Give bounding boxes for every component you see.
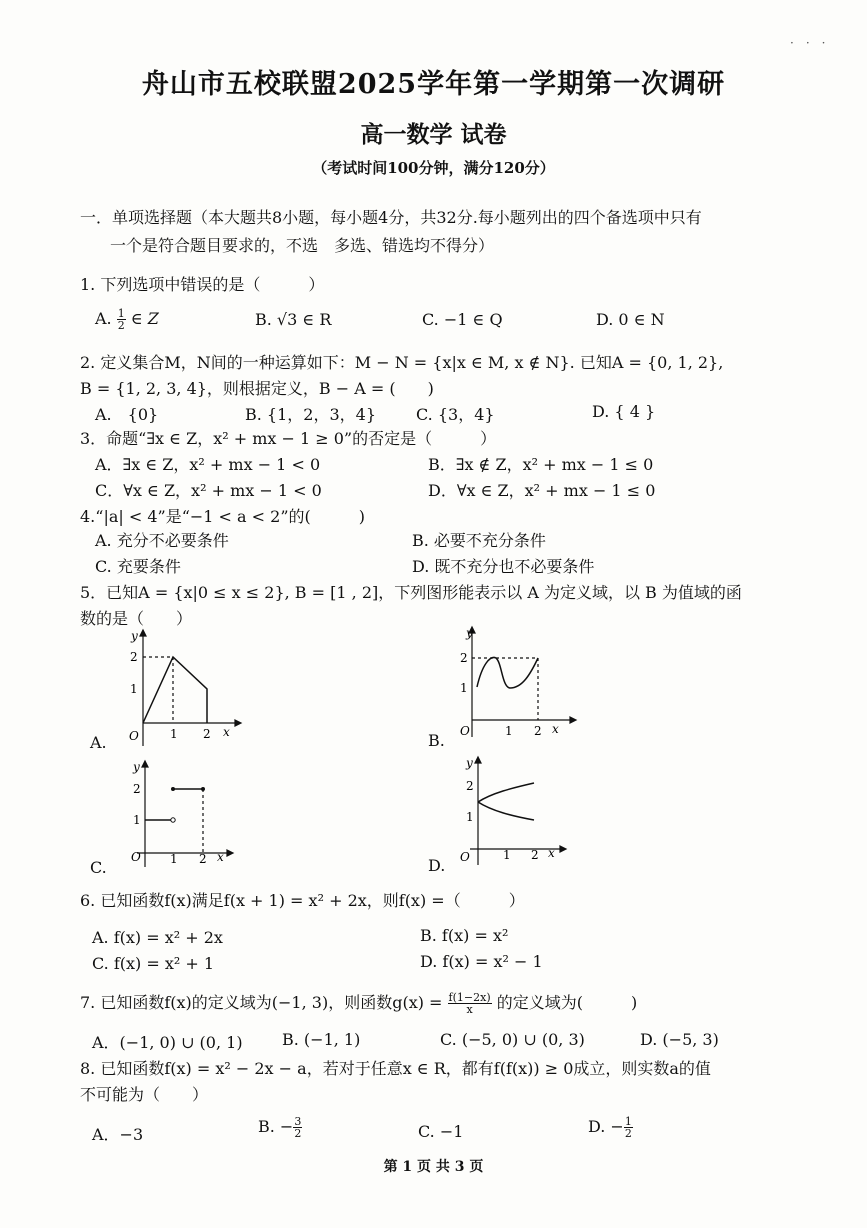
q1-option-a <box>95 308 159 331</box>
q8-b-fraction <box>293 1116 302 1139</box>
q2-option-d: D. { 4 } <box>592 402 656 421</box>
svg-text:2: 2 <box>460 651 468 665</box>
q3-option-b: B．∃x ∉ Z，x² + mx − 1 ≤ 0 <box>428 455 654 474</box>
q8-b-den: 2 <box>294 1127 302 1140</box>
svg-text:2: 2 <box>531 848 539 862</box>
svg-text:1: 1 <box>170 727 178 741</box>
svg-text:2: 2 <box>199 852 207 866</box>
svg-text:x: x <box>552 722 559 736</box>
svg-text:2: 2 <box>203 727 211 741</box>
q8-b-label: B. − <box>258 1117 294 1136</box>
q5-label-d: D. <box>428 856 446 875</box>
svg-text:1: 1 <box>170 852 178 866</box>
q2-option-a: A. {0} <box>95 405 159 424</box>
q2-line1: 2. 定义集合M，N间的一种运算如下：M − N = {x|x ∈ M, x ∉ N}. 已知A = {0, 1, 2}, <box>80 353 724 372</box>
q5-line2: 数的是（ ） <box>80 609 193 628</box>
q5-label-b: B. <box>428 731 445 750</box>
exam-subtitle: 高一数学 试卷 <box>360 121 507 148</box>
q6-option-c: C. f(x) = x² + 1 <box>92 954 215 973</box>
q5-line1: 5．已知A = {x|0 ≤ x ≤ 2}, B = [1 , 2]，下列图形能表示以 A 为定义域，以 B 为值域的函 <box>80 583 742 602</box>
section-heading-line1: 一．单项选择题（本大题共8小题，每小题4分，共32分.每小题列出的四个备选项中只有 <box>80 208 702 227</box>
q1-option-b: B. √3 ∈ R <box>255 310 332 329</box>
q4-option-d: D. 既不充分也不必要条件 <box>412 557 595 576</box>
q4-option-c: C. 充要条件 <box>95 557 181 576</box>
q4-option-a: A. 充分不必要条件 <box>95 531 229 550</box>
q8-line1: 8. 已知函数f(x) = x² − 2x − a，若对于任意x ∈ R，都有f(f(x)) ≥ 0成立，则实数a的值 <box>80 1059 711 1078</box>
q8-b-num: 3 <box>294 1115 302 1128</box>
q1-a-den: 2 <box>117 319 125 332</box>
q7-frac-den: x <box>466 1003 473 1016</box>
q8-d-num: 1 <box>624 1115 632 1128</box>
q8-d-fraction <box>624 1116 633 1139</box>
svg-text:2: 2 <box>534 724 542 738</box>
q1-a-fraction <box>117 308 126 331</box>
q8-option-b <box>258 1116 302 1139</box>
q1-a-label: A. <box>95 309 112 328</box>
q5-label-a: A. <box>90 733 107 752</box>
svg-text:2: 2 <box>133 782 141 796</box>
svg-text:1: 1 <box>505 724 513 738</box>
q8-d-label: D. − <box>588 1117 624 1136</box>
q3-stem: 3．命题“∃x ∈ Z，x² + mx − 1 ≥ 0”的否定是（ ） <box>80 429 497 448</box>
q1-a-expr: ∈ Z <box>130 309 159 328</box>
q4-stem: 4.“|a| < 4”是“−1 < a < 2”的( ) <box>80 507 366 526</box>
svg-text:x: x <box>548 846 555 860</box>
page-footer: 第 1 页 共 3 页 <box>383 1159 484 1175</box>
svg-text:y: y <box>133 760 140 774</box>
q1-option-d: D. 0 ∈ N <box>596 310 665 329</box>
q3-option-c: C．∀x ∈ Z，x² + mx − 1 < 0 <box>95 481 322 500</box>
svg-text:1: 1 <box>503 848 511 862</box>
q7-frac-num: f(1−2x) <box>448 991 491 1004</box>
q6-option-a: A. f(x) = x² + 2x <box>92 928 223 947</box>
svg-text:y: y <box>466 756 473 770</box>
q8-option-d <box>588 1116 633 1139</box>
q3-option-a: A．∃x ∈ Z，x² + mx − 1 < 0 <box>95 455 321 474</box>
exam-title: 舟山市五校联盟2025学年第一学期第一次调研 <box>141 69 726 100</box>
q7-stem-post: 的定义域为( ) <box>496 993 638 1012</box>
scan-marks: · · · <box>790 36 826 50</box>
q5-graph-c <box>115 757 245 872</box>
q4-option-b: B. 必要不充分条件 <box>412 531 546 550</box>
svg-text:1: 1 <box>460 681 468 695</box>
q7-fraction <box>448 992 492 1015</box>
q7-option-a: A．(−1, 0) ∪ (0, 1) <box>92 1033 243 1052</box>
svg-text:2: 2 <box>466 779 474 793</box>
q5-label-c: C. <box>90 858 107 877</box>
exam-note: （考试时间100分钟，满分120分） <box>312 159 555 177</box>
q7-stem-pre: 7. 已知函数f(x)的定义域为(−1, 3)，则函数g(x) = <box>80 993 443 1012</box>
svg-text:1: 1 <box>133 813 141 827</box>
q7-option-d: D. (−5, 3) <box>640 1030 719 1049</box>
svg-text:O: O <box>131 850 141 864</box>
q7-option-c: C. (−5, 0) ∪ (0, 3) <box>440 1030 585 1049</box>
q1-option-c: C. −1 ∈ Q <box>422 310 503 329</box>
q2-option-b: B. {1，2，3，4} <box>245 405 377 424</box>
section-heading-line2: 一个是符合题目要求的，不选 多选、错选均不得分） <box>110 236 495 255</box>
svg-text:y: y <box>466 626 473 640</box>
svg-text:x: x <box>223 725 230 739</box>
svg-text:y: y <box>131 629 138 643</box>
q6-option-b: B. f(x) = x² <box>420 926 509 945</box>
svg-text:1: 1 <box>130 682 138 696</box>
svg-text:O: O <box>129 729 139 743</box>
q6-stem: 6. 已知函数f(x)满足f(x + 1) = x² + 2x，则f(x) =（ ） <box>80 891 525 910</box>
q2-option-c: C. {3，4} <box>416 405 495 424</box>
svg-text:1: 1 <box>466 810 474 824</box>
q8-option-a: A．−3 <box>92 1125 144 1144</box>
svg-text:O: O <box>460 724 470 738</box>
q5-graph-b <box>452 625 582 745</box>
q1-stem: 1. 下列选项中错误的是（ ） <box>80 275 325 294</box>
q7-option-b: B. (−1, 1) <box>282 1030 361 1049</box>
q2-line2: B = {1, 2, 3, 4}，则根据定义，B − A = ( ) <box>80 379 434 398</box>
q7-stem <box>80 990 637 1015</box>
q5-graph-a <box>115 628 245 753</box>
q8-line2: 不可能为（ ） <box>80 1085 209 1104</box>
svg-text:2: 2 <box>130 650 138 664</box>
q8-option-c: C. −1 <box>418 1122 464 1141</box>
svg-text:x: x <box>217 850 224 864</box>
svg-text:O: O <box>460 850 470 864</box>
q6-option-d: D. f(x) = x² − 1 <box>420 952 543 971</box>
q3-option-d: D．∀x ∈ Z，x² + mx − 1 ≤ 0 <box>428 481 656 500</box>
q1-a-num: 1 <box>117 307 125 320</box>
q8-d-den: 2 <box>624 1127 632 1140</box>
q5-graph-d <box>452 753 582 868</box>
